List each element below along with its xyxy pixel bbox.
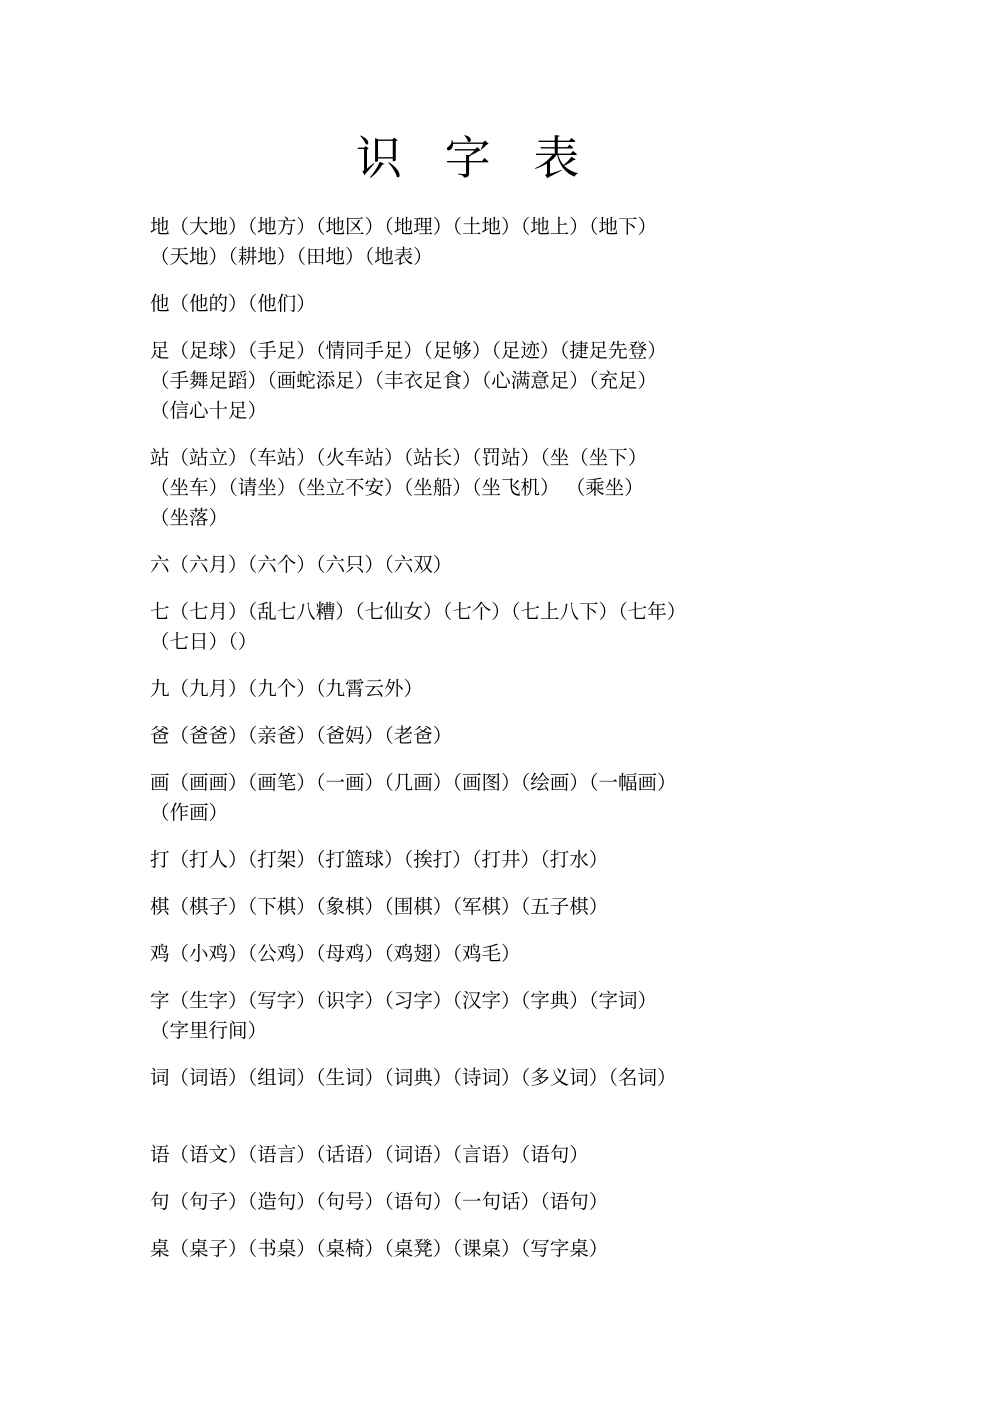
entry-line: 七（七月）（乱七八糟）（七仙女）（七个）（七上八下）（七年） [150,600,687,623]
entry-line: 打（打人）（打架）（打篮球）（挨打）（打井）（打水） [150,848,609,871]
entry-jiu [150,674,870,704]
entry-line: 桌（桌子）（书桌）（桌椅）（桌凳）（课桌）（写字桌） [150,1237,609,1260]
entry-line: 九（九月）（九个）（九霄云外） [150,677,424,700]
entry-line: 棋（棋子）（下棋）（象棋）（围棋）（军棋）（五子棋） [150,895,609,918]
entry-line: （字里行间） [150,1019,268,1042]
page-title: 识 字 表 [356,131,594,185]
entry-line: （坐车）（请坐）（坐立不安）（坐船）（坐飞机） （乘坐） [150,476,644,499]
entry-line: （天地）（耕地）（田地）（地表） [150,245,433,268]
entry-di [150,212,870,272]
entry-zhan [150,443,870,533]
entry-line: 词（词语）（组词）（生词）（词典）（诗词）（多义词）（名词） [150,1066,677,1089]
entry-line: 画（画画）（画笔）（一画）（几画）（画图）（绘画）（一幅画） [150,771,677,794]
entry-liu [150,550,870,580]
entry-line: 句（句子）（造句）（句号）（语句）（一句话）（语句） [150,1190,609,1213]
entry-line: 他（他的）（他们） [150,292,316,315]
entry-zhuo [150,1234,870,1264]
entry-line: 六（六月）（六个）（六只）（六双） [150,553,453,576]
entry-ta [150,289,870,319]
entry-yu [150,1140,870,1170]
entry-line: 站（站立）（车站）（火车站）（站长）（罚站）（坐（坐下） [150,446,648,469]
entry-qi [150,597,870,657]
entry-ju [150,1187,870,1217]
entry-ba [150,721,870,751]
entry-da [150,845,870,875]
entry-line: 爸（爸爸）（亲爸）（爸妈）（老爸） [150,724,453,747]
entry-line: （七日）（） [150,630,258,653]
entry-hua [150,768,870,828]
entry-line: （作画） [150,801,229,824]
entry-line: （手舞足蹈）（画蛇添足）（丰衣足食）（心满意足）（充足） [150,369,658,392]
entry-line: （信心十足） [150,399,268,422]
entry-ji [150,939,870,969]
entry-line: 鸡（小鸡）（公鸡）（母鸡）（鸡翅）（鸡毛） [150,942,521,965]
entry-line: 足（足球）（手足）（情同手足）（足够）（足迹）（捷足先登） [150,339,667,362]
entry-line: 字（生字）（写字）（识字）（习字）（汉字）（字典）（字词） [150,989,658,1012]
entry-ci [150,1063,870,1093]
entry-line: 语（语文）（语言）（话语）（词语）（言语）（语句） [150,1143,589,1166]
entry-line: （坐落） [150,506,229,529]
entry-qi-chess [150,892,870,922]
entry-zi [150,986,870,1046]
entry-zu [150,336,870,426]
entry-line: 地（大地）（地方）（地区）（地理）（土地）（地上）（地下） [150,215,658,238]
vocabulary-list [150,212,870,1281]
